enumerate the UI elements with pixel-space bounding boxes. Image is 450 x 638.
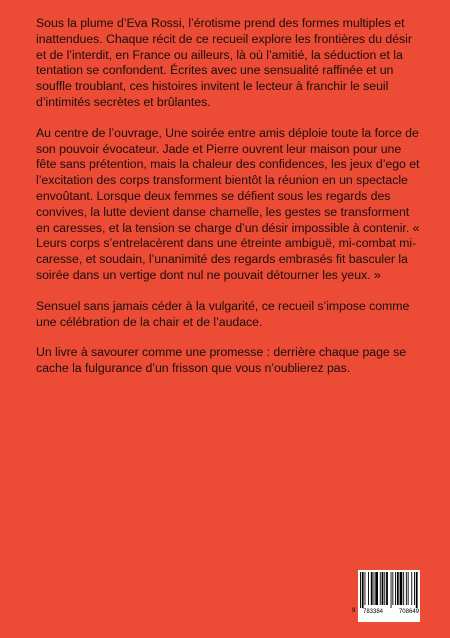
barcode-bar [414, 572, 415, 605]
barcode-bar [411, 572, 412, 605]
barcode-bar [384, 572, 385, 605]
barcode-bar [360, 572, 361, 608]
barcode-bar [395, 572, 396, 605]
barcode-bar [391, 572, 392, 608]
blurb-paragraph-tone: Sensuel sans jamais céder à la vulgarité, ce recueil s’impose comme une célébration de la chair et de l’audace. [36, 298, 410, 329]
barcode-bar [408, 572, 409, 605]
barcode-bar [400, 572, 403, 605]
barcode-bar [375, 572, 378, 605]
blurb [36, 16, 420, 377]
barcode-bar [403, 572, 404, 605]
barcode-prefix-digit: 9 [352, 608, 356, 614]
barcode-bar [386, 572, 388, 605]
barcode-bar [397, 572, 399, 605]
barcode-bar [371, 572, 373, 605]
barcode-bar [362, 572, 364, 608]
blurb-paragraph-closing: Un livre à savourer comme une promesse : derrière chaque page se cache la fulgurance d’un frisson que vous n’oublierez pas. [36, 345, 407, 376]
barcode-bar [416, 572, 418, 608]
barcode-bar [374, 572, 375, 605]
barcode-bar [392, 572, 393, 605]
barcode-bar [368, 572, 369, 605]
barcode-digits [363, 609, 419, 615]
barcode-digit-group-2: 708649 [398, 609, 419, 615]
barcode-digit-group-1: 783384 [363, 609, 384, 615]
barcode-bar [380, 572, 381, 605]
barcode-bar [365, 572, 366, 605]
barcode-bar [406, 572, 407, 605]
barcode-bar [382, 572, 384, 605]
barcode-bars [358, 570, 420, 608]
blurb-paragraph-intro: Sous la plume d’Eva Rossi, l’érotisme prend des formes multiples et inattendues. Chaque récit de ce recueil explore les frontières du désir et de l’interdit, en France ou ailleurs, là où l’amitié, la séduction et la tentation se confondent. Écrites avec une sensualité raffinée et un souffle troublant, ces histoires invitent le lecteur à franchir le seuil d’intimités secrètes et brûlantes. [36, 16, 412, 109]
blurb-paragraph-summary: Au centre de l’ouvrage, Une soirée entre amis déploie toute la force de son pouvoir évocateur. Jade et Pierre ouvrent leur maison pour une fête sans prétention, mais la chaleur des confidences, les jeux d’ego et l’excitation des corps transforment bientôt la réunion en un spectacle envoûtant. Lorsque deux femmes se défient sous les regards des convives, la lutte devient danse charnelle, les gestes se transforment en caresses, et la tension se charge d’un désir impossible à contenir. « Leurs corps s’entrelacèrent dans une étreinte ambiguë, mi-combat mi-caresse, et soudain, l’unanimité des regards embrasés fit basculer la soirée dans un vertige dont nul ne pouvait détourner les yeux. » [36, 125, 420, 282]
